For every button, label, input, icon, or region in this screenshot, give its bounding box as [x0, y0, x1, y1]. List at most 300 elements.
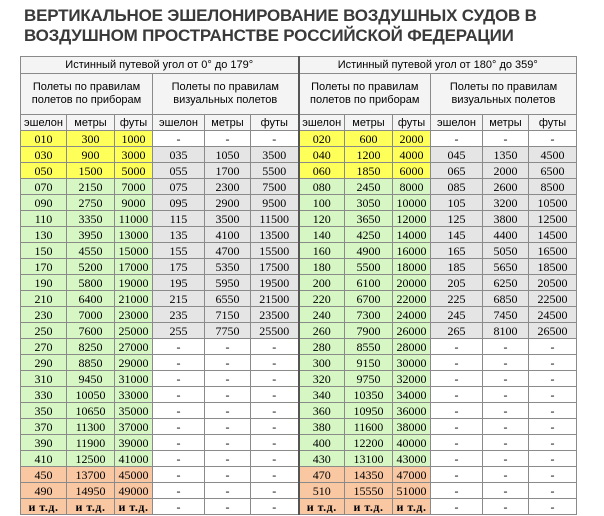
ifr-east-level-cell: 350 — [21, 403, 67, 419]
vfr-west-level-cell: - — [431, 339, 483, 355]
ifr-east-feet-cell: 21000 — [115, 291, 153, 307]
ifr-east-meters-cell: 7600 — [67, 323, 115, 339]
table-row — [21, 419, 577, 435]
vfr-west-feet-cell: 26500 — [529, 323, 577, 339]
vfr-west-feet-cell: 24500 — [529, 307, 577, 323]
vfr-east-meters-cell: - — [205, 467, 251, 483]
vfr-west-meters-cell: - — [483, 387, 529, 403]
vfr-west-feet-cell: 8500 — [529, 179, 577, 195]
vfr-west-meters-cell: 6250 — [483, 275, 529, 291]
ifr-east-feet-cell: 35000 — [115, 403, 153, 419]
vfr-east-feet-cell: 7500 — [251, 179, 299, 195]
ifr-east-meters-cell: 10650 — [67, 403, 115, 419]
vfr-east-meters-cell: - — [205, 371, 251, 387]
vfr-west-level-cell: - — [431, 403, 483, 419]
vfr-west-meters-cell: 2600 — [483, 179, 529, 195]
vfr-west-meters-cell: 5650 — [483, 259, 529, 275]
vfr-west-meters-cell: - — [483, 355, 529, 371]
table-row — [21, 131, 577, 147]
ifr-west-meters-cell: 14350 — [345, 467, 393, 483]
ifr-east-feet-cell: 17000 — [115, 259, 153, 275]
ifr-west-meters-cell: 4900 — [345, 243, 393, 259]
vfr-east-feet-cell: - — [251, 435, 299, 451]
vfr-west-feet-cell: - — [529, 339, 577, 355]
col-level-header: эшелон — [153, 115, 205, 131]
ifr-east-meters-cell: 13700 — [67, 467, 115, 483]
ifr-west-feet-cell: 8000 — [393, 179, 431, 195]
vfr-west-feet-cell: 22500 — [529, 291, 577, 307]
vfr-west-meters-cell: - — [483, 435, 529, 451]
vfr-east-level-cell: 075 — [153, 179, 205, 195]
ifr-east-level-cell: 290 — [21, 355, 67, 371]
col-level-header: эшелон — [21, 115, 67, 131]
ifr-east-level-cell: 370 — [21, 419, 67, 435]
table-row — [21, 403, 577, 419]
ifr-west-meters-cell: 1200 — [345, 147, 393, 163]
ifr-west-feet-cell: 14000 — [393, 227, 431, 243]
vfr-east-meters-cell: 1700 — [205, 163, 251, 179]
vfr-east-meters-cell: 7750 — [205, 323, 251, 339]
ifr-west-feet-cell: 26000 — [393, 323, 431, 339]
vfr-east-meters-cell: 7150 — [205, 307, 251, 323]
ifr-west-feet-cell: 38000 — [393, 419, 431, 435]
vfr-east-level-cell: 155 — [153, 243, 205, 259]
vfr-west-header: Полеты по правилам визуальных полетов — [431, 74, 577, 115]
ifr-west-feet-cell: и т.д. — [393, 499, 431, 515]
ifr-east-meters-cell: 11300 — [67, 419, 115, 435]
col-meters-header: метры — [205, 115, 251, 131]
ifr-west-feet-cell: 24000 — [393, 307, 431, 323]
vfr-east-meters-cell: - — [205, 435, 251, 451]
table-row — [21, 195, 577, 211]
ifr-west-feet-cell: 32000 — [393, 371, 431, 387]
ifr-east-level-cell: 390 — [21, 435, 67, 451]
vfr-east-meters-cell: - — [205, 387, 251, 403]
ifr-west-meters-cell: 600 — [345, 131, 393, 147]
vfr-east-feet-cell: - — [251, 355, 299, 371]
ifr-east-feet-cell: 49000 — [115, 483, 153, 499]
ifr-west-feet-cell: 22000 — [393, 291, 431, 307]
col-feet-header: футы — [393, 115, 431, 131]
vfr-east-meters-cell: 5350 — [205, 259, 251, 275]
vfr-east-level-cell: 135 — [153, 227, 205, 243]
table-row — [21, 147, 577, 163]
ifr-east-feet-cell: и т.д. — [115, 499, 153, 515]
ifr-west-meters-cell: 9150 — [345, 355, 393, 371]
vfr-east-meters-cell: - — [205, 403, 251, 419]
ifr-east-level-cell: и т.д. — [21, 499, 67, 515]
ifr-east-feet-cell: 7000 — [115, 179, 153, 195]
ifr-west-meters-cell: 10350 — [345, 387, 393, 403]
ifr-east-meters-cell: 8850 — [67, 355, 115, 371]
vfr-east-meters-cell: 4100 — [205, 227, 251, 243]
ifr-east-level-cell: 170 — [21, 259, 67, 275]
ifr-west-level-cell: 300 — [299, 355, 345, 371]
vfr-west-feet-cell: - — [529, 355, 577, 371]
vfr-east-level-cell: - — [153, 419, 205, 435]
vfr-west-level-cell: 205 — [431, 275, 483, 291]
vfr-west-meters-cell: - — [483, 499, 529, 515]
ifr-east-meters-cell: 6400 — [67, 291, 115, 307]
vfr-west-feet-cell: - — [529, 467, 577, 483]
table-row — [21, 179, 577, 195]
ifr-west-feet-cell: 43000 — [393, 451, 431, 467]
ifr-west-meters-cell: 3650 — [345, 211, 393, 227]
ifr-west-meters-cell: 11600 — [345, 419, 393, 435]
vfr-west-feet-cell: - — [529, 131, 577, 147]
ifr-east-level-cell: 070 — [21, 179, 67, 195]
table-row — [21, 387, 577, 403]
vfr-east-level-cell: 175 — [153, 259, 205, 275]
ifr-east-level-cell: 410 — [21, 451, 67, 467]
ifr-west-level-cell: 060 — [299, 163, 345, 179]
ifr-east-meters-cell: 3350 — [67, 211, 115, 227]
vfr-east-meters-cell: - — [205, 499, 251, 515]
table-row — [21, 499, 577, 515]
ifr-east-meters-cell: 14950 — [67, 483, 115, 499]
ifr-east-level-cell: 270 — [21, 339, 67, 355]
ifr-west-level-cell: 220 — [299, 291, 345, 307]
ifr-east-level-cell: 090 — [21, 195, 67, 211]
vfr-east-feet-cell: 5500 — [251, 163, 299, 179]
col-feet-header: футы — [529, 115, 577, 131]
ifr-west-meters-cell: 6100 — [345, 275, 393, 291]
vfr-east-feet-cell: 3500 — [251, 147, 299, 163]
vfr-west-level-cell: 185 — [431, 259, 483, 275]
ifr-east-meters-cell: 3950 — [67, 227, 115, 243]
direction-east-header: Истинный путевой угол от 0° до 179° — [21, 57, 299, 74]
vfr-east-meters-cell: 3500 — [205, 211, 251, 227]
vfr-west-meters-cell: - — [483, 467, 529, 483]
ifr-east-level-cell: 230 — [21, 307, 67, 323]
ifr-east-level-cell: 030 — [21, 147, 67, 163]
vfr-east-feet-cell: 19500 — [251, 275, 299, 291]
table-row — [21, 451, 577, 467]
ifr-east-meters-cell: 300 — [67, 131, 115, 147]
ifr-west-meters-cell: и т.д. — [345, 499, 393, 515]
ifr-west-feet-cell: 34000 — [393, 387, 431, 403]
vfr-east-feet-cell: 15500 — [251, 243, 299, 259]
vfr-east-meters-cell: - — [205, 355, 251, 371]
vfr-east-level-cell: 115 — [153, 211, 205, 227]
ifr-east-level-cell: 010 — [21, 131, 67, 147]
ifr-west-feet-cell: 30000 — [393, 355, 431, 371]
table-row — [21, 307, 577, 323]
vfr-east-meters-cell: - — [205, 419, 251, 435]
vfr-east-level-cell: - — [153, 355, 205, 371]
ifr-east-level-cell: 210 — [21, 291, 67, 307]
vfr-west-meters-cell: - — [483, 403, 529, 419]
ifr-east-meters-cell: и т.д. — [67, 499, 115, 515]
ifr-west-meters-cell: 10950 — [345, 403, 393, 419]
ifr-east-level-cell: 150 — [21, 243, 67, 259]
ifr-west-meters-cell: 12200 — [345, 435, 393, 451]
vfr-east-meters-cell: 1050 — [205, 147, 251, 163]
ifr-west-level-cell: 180 — [299, 259, 345, 275]
vfr-east-meters-cell: - — [205, 131, 251, 147]
table-row — [21, 243, 577, 259]
vfr-west-level-cell: 045 — [431, 147, 483, 163]
vfr-west-level-cell: - — [431, 451, 483, 467]
ifr-east-level-cell: 130 — [21, 227, 67, 243]
ifr-east-feet-cell: 31000 — [115, 371, 153, 387]
ifr-west-feet-cell: 2000 — [393, 131, 431, 147]
col-feet-header: футы — [115, 115, 153, 131]
vfr-east-meters-cell: 6550 — [205, 291, 251, 307]
vfr-west-feet-cell: - — [529, 371, 577, 387]
ifr-east-feet-cell: 41000 — [115, 451, 153, 467]
col-meters-header: метры — [483, 115, 529, 131]
ifr-west-feet-cell: 4000 — [393, 147, 431, 163]
col-meters-header: метры — [67, 115, 115, 131]
ifr-east-feet-cell: 27000 — [115, 339, 153, 355]
ifr-east-meters-cell: 2150 — [67, 179, 115, 195]
ifr-east-meters-cell: 11900 — [67, 435, 115, 451]
vfr-west-meters-cell: 2000 — [483, 163, 529, 179]
ifr-west-meters-cell: 2450 — [345, 179, 393, 195]
vfr-east-level-cell: - — [153, 387, 205, 403]
ifr-east-level-cell: 310 — [21, 371, 67, 387]
vfr-east-feet-cell: - — [251, 483, 299, 499]
vfr-west-level-cell: 165 — [431, 243, 483, 259]
vfr-west-level-cell: - — [431, 499, 483, 515]
ifr-west-level-cell: 080 — [299, 179, 345, 195]
vfr-east-level-cell: - — [153, 467, 205, 483]
vfr-west-feet-cell: 10500 — [529, 195, 577, 211]
ifr-west-level-cell: и т.д. — [299, 499, 345, 515]
vfr-east-meters-cell: 2300 — [205, 179, 251, 195]
ifr-east-meters-cell: 900 — [67, 147, 115, 163]
vfr-west-level-cell: - — [431, 355, 483, 371]
col-feet-header: футы — [251, 115, 299, 131]
ifr-west-meters-cell: 8550 — [345, 339, 393, 355]
vfr-west-level-cell: 265 — [431, 323, 483, 339]
vfr-east-feet-cell: - — [251, 339, 299, 355]
ifr-west-header: Полеты по правилам полетов по приборам — [299, 74, 431, 115]
ifr-west-meters-cell: 13100 — [345, 451, 393, 467]
ifr-east-meters-cell: 1500 — [67, 163, 115, 179]
vfr-east-level-cell: - — [153, 499, 205, 515]
ifr-west-level-cell: 240 — [299, 307, 345, 323]
ifr-west-feet-cell: 36000 — [393, 403, 431, 419]
ifr-west-level-cell: 280 — [299, 339, 345, 355]
vfr-east-feet-cell: - — [251, 131, 299, 147]
direction-west-header: Истинный путевой угол от 180° до 359° — [299, 57, 577, 74]
table-row — [21, 467, 577, 483]
table-row — [21, 163, 577, 179]
ifr-east-meters-cell: 10050 — [67, 387, 115, 403]
ifr-east-feet-cell: 19000 — [115, 275, 153, 291]
ifr-east-meters-cell: 5200 — [67, 259, 115, 275]
ifr-east-feet-cell: 45000 — [115, 467, 153, 483]
ifr-east-meters-cell: 9450 — [67, 371, 115, 387]
ifr-west-feet-cell: 10000 — [393, 195, 431, 211]
vfr-west-meters-cell: - — [483, 131, 529, 147]
ifr-west-level-cell: 200 — [299, 275, 345, 291]
vfr-east-feet-cell: 17500 — [251, 259, 299, 275]
vfr-east-meters-cell: - — [205, 339, 251, 355]
ifr-east-meters-cell: 4550 — [67, 243, 115, 259]
ifr-west-feet-cell: 16000 — [393, 243, 431, 259]
vfr-east-header: Полеты по правилам визуальных полетов — [153, 74, 299, 115]
ifr-west-feet-cell: 40000 — [393, 435, 431, 451]
vfr-east-level-cell: 215 — [153, 291, 205, 307]
vfr-west-feet-cell: 14500 — [529, 227, 577, 243]
vfr-east-level-cell: - — [153, 403, 205, 419]
vfr-east-feet-cell: 13500 — [251, 227, 299, 243]
vfr-west-meters-cell: - — [483, 483, 529, 499]
vfr-west-level-cell: - — [431, 467, 483, 483]
ifr-east-feet-cell: 29000 — [115, 355, 153, 371]
vfr-east-feet-cell: - — [251, 371, 299, 387]
vfr-east-feet-cell: - — [251, 467, 299, 483]
col-level-header: эшелон — [299, 115, 345, 131]
vfr-east-meters-cell: 5950 — [205, 275, 251, 291]
ifr-west-level-cell: 040 — [299, 147, 345, 163]
vfr-west-feet-cell: - — [529, 483, 577, 499]
ifr-west-level-cell: 320 — [299, 371, 345, 387]
vfr-west-feet-cell: 20500 — [529, 275, 577, 291]
ifr-west-level-cell: 400 — [299, 435, 345, 451]
ifr-west-meters-cell: 15550 — [345, 483, 393, 499]
ifr-east-meters-cell: 12500 — [67, 451, 115, 467]
table-row — [21, 211, 577, 227]
ifr-west-level-cell: 510 — [299, 483, 345, 499]
vfr-east-level-cell: - — [153, 371, 205, 387]
ifr-east-feet-cell: 37000 — [115, 419, 153, 435]
ifr-east-feet-cell: 15000 — [115, 243, 153, 259]
vfr-west-feet-cell: 6500 — [529, 163, 577, 179]
ifr-west-meters-cell: 7900 — [345, 323, 393, 339]
vfr-west-level-cell: 125 — [431, 211, 483, 227]
vfr-east-feet-cell: 21500 — [251, 291, 299, 307]
table-row — [21, 259, 577, 275]
ifr-west-feet-cell: 28000 — [393, 339, 431, 355]
ifr-east-meters-cell: 5800 — [67, 275, 115, 291]
vfr-east-level-cell: 195 — [153, 275, 205, 291]
vfr-west-meters-cell: - — [483, 419, 529, 435]
ifr-west-meters-cell: 4250 — [345, 227, 393, 243]
vfr-west-meters-cell: 6850 — [483, 291, 529, 307]
vfr-east-feet-cell: - — [251, 499, 299, 515]
vfr-west-level-cell: - — [431, 483, 483, 499]
vfr-west-meters-cell: 8100 — [483, 323, 529, 339]
table-row — [21, 483, 577, 499]
vfr-west-meters-cell: 3800 — [483, 211, 529, 227]
vfr-east-level-cell: - — [153, 483, 205, 499]
vfr-east-feet-cell: - — [251, 387, 299, 403]
vfr-east-feet-cell: 9500 — [251, 195, 299, 211]
ifr-west-feet-cell: 47000 — [393, 467, 431, 483]
vfr-west-level-cell: - — [431, 435, 483, 451]
ifr-west-level-cell: 140 — [299, 227, 345, 243]
ifr-east-header: Полеты по правилам полетов по приборам — [21, 74, 153, 115]
ifr-west-feet-cell: 12000 — [393, 211, 431, 227]
ifr-east-feet-cell: 39000 — [115, 435, 153, 451]
vfr-west-meters-cell: 5050 — [483, 243, 529, 259]
ifr-east-feet-cell: 1000 — [115, 131, 153, 147]
col-meters-header: метры — [345, 115, 393, 131]
vfr-east-feet-cell: - — [251, 419, 299, 435]
ifr-east-feet-cell: 11000 — [115, 211, 153, 227]
ifr-east-level-cell: 190 — [21, 275, 67, 291]
ifr-west-feet-cell: 18000 — [393, 259, 431, 275]
vfr-west-meters-cell: - — [483, 339, 529, 355]
vfr-east-level-cell: - — [153, 451, 205, 467]
vfr-west-feet-cell: - — [529, 499, 577, 515]
ifr-east-meters-cell: 2750 — [67, 195, 115, 211]
vfr-west-feet-cell: - — [529, 435, 577, 451]
vfr-east-feet-cell: 23500 — [251, 307, 299, 323]
vfr-east-level-cell: 255 — [153, 323, 205, 339]
ifr-east-level-cell: 250 — [21, 323, 67, 339]
vfr-west-level-cell: - — [431, 371, 483, 387]
vfr-east-feet-cell: 11500 — [251, 211, 299, 227]
ifr-west-feet-cell: 51000 — [393, 483, 431, 499]
ifr-west-meters-cell: 1850 — [345, 163, 393, 179]
vfr-west-meters-cell: 1350 — [483, 147, 529, 163]
vfr-west-level-cell: 065 — [431, 163, 483, 179]
ifr-west-level-cell: 360 — [299, 403, 345, 419]
ifr-east-feet-cell: 33000 — [115, 387, 153, 403]
vfr-west-feet-cell: - — [529, 451, 577, 467]
vfr-east-level-cell: 055 — [153, 163, 205, 179]
vfr-west-level-cell: 085 — [431, 179, 483, 195]
vfr-west-feet-cell: - — [529, 403, 577, 419]
vfr-west-feet-cell: - — [529, 419, 577, 435]
ifr-east-feet-cell: 3000 — [115, 147, 153, 163]
vfr-west-level-cell: 145 — [431, 227, 483, 243]
vfr-east-level-cell: - — [153, 131, 205, 147]
ifr-west-meters-cell: 5500 — [345, 259, 393, 275]
ifr-east-feet-cell: 23000 — [115, 307, 153, 323]
col-level-header: эшелон — [431, 115, 483, 131]
vfr-east-level-cell: - — [153, 339, 205, 355]
vfr-west-feet-cell: 4500 — [529, 147, 577, 163]
vfr-east-meters-cell: 4700 — [205, 243, 251, 259]
ifr-west-level-cell: 340 — [299, 387, 345, 403]
vfr-west-level-cell: - — [431, 131, 483, 147]
vfr-west-meters-cell: - — [483, 371, 529, 387]
vfr-west-level-cell: - — [431, 419, 483, 435]
table-row — [21, 371, 577, 387]
ifr-west-feet-cell: 20000 — [393, 275, 431, 291]
ifr-west-level-cell: 100 — [299, 195, 345, 211]
vfr-west-meters-cell: - — [483, 451, 529, 467]
ifr-west-level-cell: 380 — [299, 419, 345, 435]
vfr-west-level-cell: - — [431, 387, 483, 403]
vfr-east-feet-cell: - — [251, 403, 299, 419]
ifr-east-feet-cell: 5000 — [115, 163, 153, 179]
ifr-west-level-cell: 120 — [299, 211, 345, 227]
table-row — [21, 291, 577, 307]
ifr-west-level-cell: 020 — [299, 131, 345, 147]
ifr-west-level-cell: 260 — [299, 323, 345, 339]
vfr-east-feet-cell: - — [251, 451, 299, 467]
page-title: ВЕРТИКАЛЬНОЕ ЭШЕЛОНИРОВАНИЕ ВОЗДУШНЫХ СУДОВ В ВОЗДУШНОМ ПРОСТРАНСТВЕ РОССИЙСКОЙ ФЕДЕРАЦИИ — [24, 6, 537, 45]
ifr-east-level-cell: 050 — [21, 163, 67, 179]
ifr-west-meters-cell: 6700 — [345, 291, 393, 307]
table-row — [21, 355, 577, 371]
vfr-east-level-cell: 235 — [153, 307, 205, 323]
vfr-west-meters-cell: 7450 — [483, 307, 529, 323]
ifr-east-feet-cell: 25000 — [115, 323, 153, 339]
ifr-west-meters-cell: 9750 — [345, 371, 393, 387]
ifr-west-level-cell: 160 — [299, 243, 345, 259]
ifr-east-level-cell: 490 — [21, 483, 67, 499]
vfr-west-level-cell: 225 — [431, 291, 483, 307]
table-row — [21, 339, 577, 355]
